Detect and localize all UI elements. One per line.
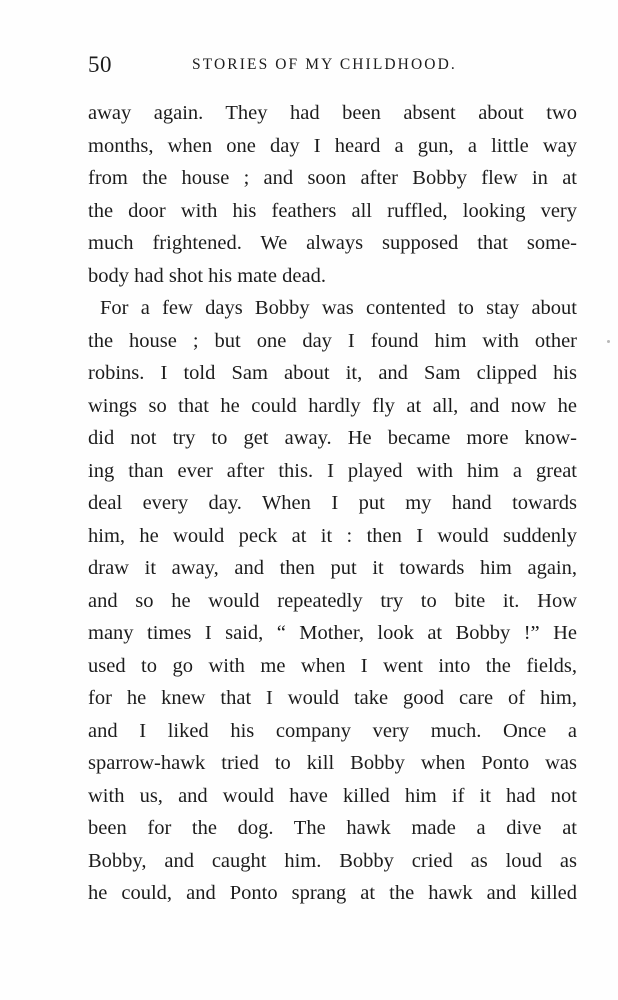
body-text <box>88 97 577 910</box>
text-line: wings so that he could hardly fly at all, and now he <box>88 394 577 417</box>
page-header <box>88 50 576 80</box>
text-line: Bobby, and caught him. Bobby cried as loud as <box>88 849 577 872</box>
text-line: and so he would repeatedly try to bite it. How <box>88 589 577 612</box>
running-head: STORIES OF MY CHILDHOOD. <box>192 56 457 73</box>
text-line: robins. I told Sam about it, and Sam clipped his <box>88 362 577 384</box>
text-line-paragraph-end: body had shot his mate dead. <box>88 264 326 287</box>
text-line: him, he would peck at it : then I would suddenly <box>88 524 577 547</box>
text-line: been for the dog. The hawk made a dive at <box>88 817 577 839</box>
page-number: 50 <box>88 52 112 77</box>
text-line: for he knew that I would take good care of him, <box>88 687 577 709</box>
text-line: many times I said, “ Mother, look at Bobby !” He <box>88 622 577 644</box>
text-line: sparrow-hawk tried to kill Bobby when Ponto was <box>88 752 577 774</box>
text-line: and I liked his company very much. Once a <box>88 719 577 742</box>
text-line: he could, and Ponto sprang at the hawk and killed <box>88 882 577 904</box>
text-line: used to go with me when I went into the fields, <box>88 654 577 677</box>
text-line: months, when one day I heard a gun, a little way <box>88 134 577 157</box>
paper-speck <box>607 340 610 343</box>
text-line: away again. They had been absent about two <box>88 102 577 124</box>
text-line: from the house ; and soon after Bobby flew in at <box>88 167 577 189</box>
text-line: deal every day. When I put my hand towards <box>88 492 577 514</box>
text-line: did not try to get away. He became more know- <box>88 427 577 449</box>
text-line: draw it away, and then put it towards him again, <box>88 557 577 579</box>
text-line: much frightened. We always supposed that some- <box>88 232 577 254</box>
text-line: the house ; but one day I found him with other <box>88 329 577 352</box>
text-line-paragraph-start: For a few days Bobby was contented to stay about <box>100 297 577 319</box>
text-line: ing than ever after this. I played with him a great <box>88 459 577 482</box>
text-line: with us, and would have killed him if it had not <box>88 784 577 807</box>
text-line: the door with his feathers all ruffled, looking very <box>88 199 577 222</box>
